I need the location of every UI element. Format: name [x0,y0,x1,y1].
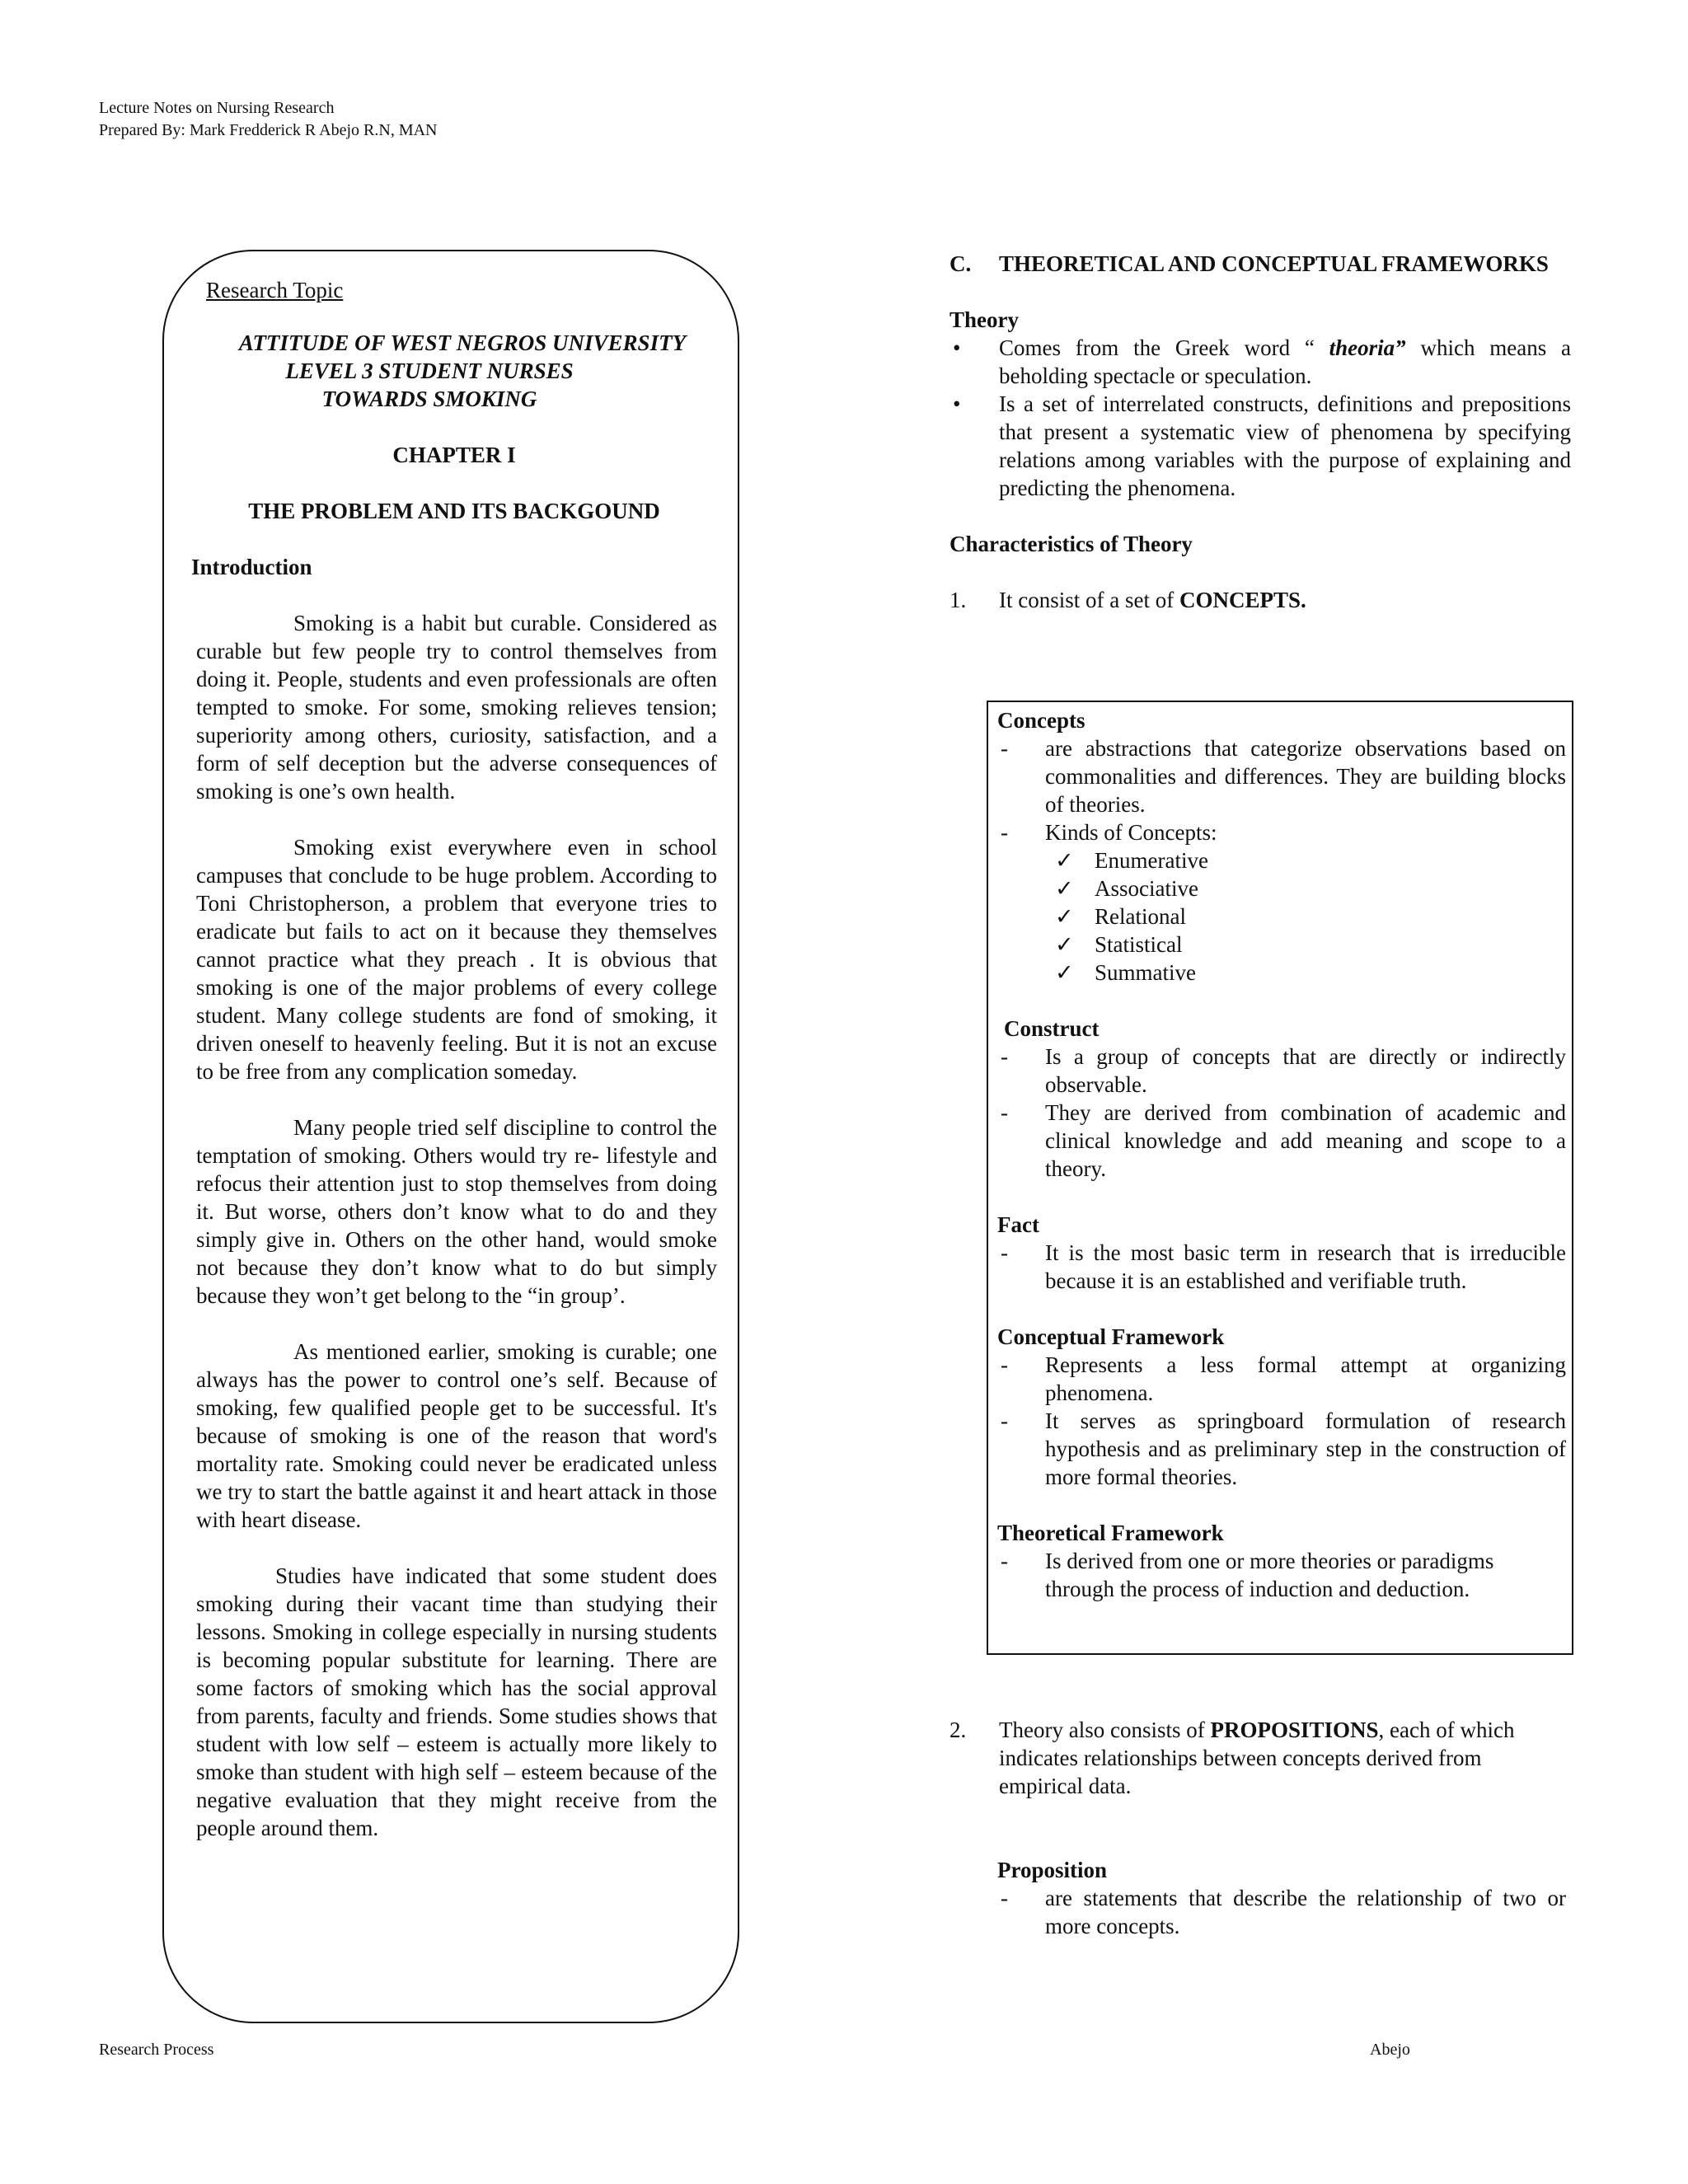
chapter-heading: CHAPTER I [392,443,516,467]
frameworks-section [950,250,1571,614]
theoretical-framework-heading: Theoretical Framework [997,1521,1224,1545]
proposition-section [997,1856,1566,1940]
list-item: • Is a set of interrelated constructs, definitions and prepositions that present a systematic view of phenomena by specifying relations among variables with the purpose of explaining and predicting the phenomena. [950,390,1571,502]
list-item: - It is the most basic term in research that is irreducible because it is an established and verifiable truth. [1001,1240,1566,1293]
list-item: - It serves as springboard formulation of research hypothesis and as preliminary step in the construction of more formal theories. [1001,1408,1566,1489]
list-item: ✓ Associative [1045,874,1566,902]
intro-paragraph: As mentioned earlier, smoking is curable; one always has the power to control one’s self. Because of smoking, few qualified people get to be successful. It's because of smoking is one of the reason that word's mortality rate. Smoking could never be eradicated unless we try to start the battle against it and heart attack in those with heart disease. [196,1339,717,1532]
characteristics-heading: Characteristics of Theory [950,532,1193,556]
numbered-item: 1. It consist of a set of CONCEPTS. [950,588,1306,612]
concepts-box-content [997,706,1566,1603]
header-line-1: Lecture Notes on Nursing Research [99,99,335,117]
list-item: ✓ Summative [1045,958,1566,987]
list-item: ✓ Relational [1045,902,1566,930]
intro-paragraph: Smoking is a habit but curable. Considered as curable but few people try to control themselves from doing it. People, students and even professionals are often tempted to smoke. For some, smoking relieves tension; superiority among others, curiosity, satisfaction, and a form of self deception but the adverse consequences of smoking is one’s own health. [196,611,717,804]
checkmark-icon: ✓ [1055,876,1074,901]
fact-heading: Fact [997,1212,1039,1237]
intro-paragraph: Studies have indicated that some student does smoking during their vacant time than studying their lessons. Smoking in college especially in nursing students is becoming popular substitute for learning. There are some factors of smoking which has the social approval from parents, faculty and friends. Some studies shows that student with low self – esteem is actually more likely to smoke than student with high self – esteem because of the negative evaluation that they might receive from the people around them. [196,1563,717,1840]
kinds-of-concepts [997,846,1566,987]
header-line-2: Prepared By: Mark Fredderick R Abejo R.N, MAN [99,121,438,139]
theory-bullets [950,334,1571,502]
proposition-heading: Proposition [997,1858,1108,1882]
checkmark-icon: ✓ [1055,904,1074,929]
list-item: - They are derived from combination of academic and clinical knowledge and add meaning and scope to a theory. [1001,1100,1566,1181]
numbered-item: 2. Theory also consists of PROPOSITIONS, each of which indicates relationships between concepts derived from empirical data. [950,1718,1515,1798]
title-line-2: LEVEL 3 STUDENT NURSES [285,359,574,383]
intro-paragraph: Smoking exist everywhere even in school campuses that conclude to be huge problem. According to Toni Christopherson, a problem that everyone tries to eradicate but fails to act on it because they themselves cannot practice what they preach . It is obvious that smoking is one of the major problems of every college student. Many college students are fond of smoking, it driven oneself to heavenly feeling. But it is not an excuse to be free from any complication someday. [196,835,717,1084]
list-item: - Kinds of Concepts: [1001,820,1217,845]
intro-paragraph: Many people tried self discipline to control the temptation of smoking. Others would try re- lifestyle and refocus their attention just to stop themselves from doing it. But worse, others don’t know what to do and they simply give in. Others on the other hand, would smoke not because they don’t know what to do but simply because they won’t get belong to the “in group’. [196,1115,717,1308]
list-item: - Is a group of concepts that are directly or indirectly observable. [1001,1044,1566,1097]
page-header [99,97,438,142]
checkmark-icon: ✓ [1055,932,1074,957]
section-title: THEORETICAL AND CONCEPTUAL FRAMEWORKS [999,251,1549,276]
list-item: - are abstractions that categorize observations based on commonalities and differences. They are building blocks of theories. [1001,736,1566,817]
section-heading [950,250,1571,278]
footer-right: Abejo [1370,2041,1410,2059]
conceptual-framework-heading: Conceptual Framework [997,1324,1225,1349]
research-topic-section [191,276,717,1842]
list-item: - Represents a less formal attempt at organizing phenomena. [1001,1352,1566,1405]
bullet-icon: • [953,335,961,360]
checkmark-icon: ✓ [1055,960,1074,985]
concepts-heading: Concepts [997,708,1085,733]
theory-heading: Theory [950,307,1019,332]
problem-heading: THE PROBLEM AND ITS BACKGOUND [248,499,660,523]
footer-left: Research Process [99,2041,214,2059]
bullet-icon: • [953,391,961,416]
section-letter: C. [950,251,972,276]
introduction-heading: Introduction [191,555,312,579]
research-title [191,329,717,413]
research-topic-label: Research Topic [206,278,344,302]
list-item: ✓ Statistical [1045,930,1566,958]
title-line-3: TOWARDS SMOKING [321,387,537,411]
construct-heading: Construct [1004,1016,1100,1041]
title-line-1: ATTITUDE OF WEST NEGROS UNIVERSITY [238,330,687,355]
list-item: - are statements that describe the relationship of two or more concepts. [1001,1886,1566,1938]
list-item: • Comes from the Greek word “ theoria” which means a beholding spectacle or speculation. [950,334,1571,390]
list-item: ✓ Enumerative [1045,846,1566,874]
list-item: - Is derived from one or more theories or paradigms through the process of induction and deduction. [1001,1549,1494,1601]
checkmark-icon: ✓ [1055,848,1074,873]
